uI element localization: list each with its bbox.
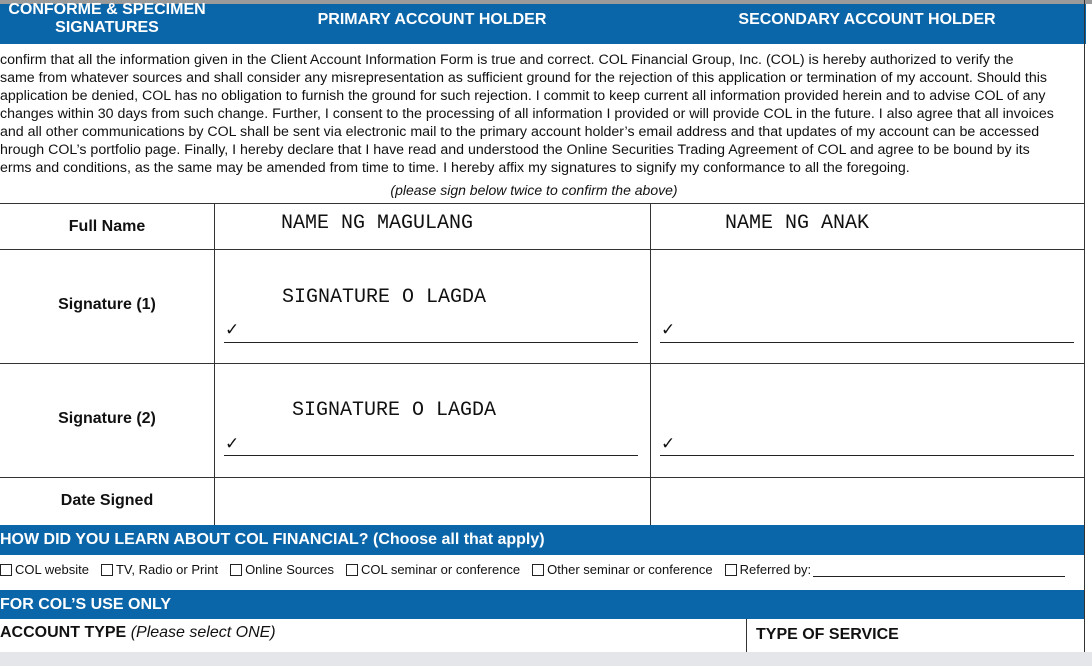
paragraph-line: and all other communications by COL shall be sent via electronic mail to the primary account holder’s email address and that updates of my account can be accessed: [0, 124, 1040, 140]
option-col-website[interactable]: [0, 562, 89, 577]
checkbox[interactable]: [725, 564, 737, 576]
divider: [650, 203, 651, 525]
account-type-label: [0, 624, 276, 642]
checkbox[interactable]: [0, 564, 12, 576]
divider: [214, 203, 215, 525]
primary-signature-2-field[interactable]: SIGNATURE O LAGDA: [292, 399, 497, 422]
paragraph-line: confirm that all the information given in the Client Account Information Form is true and correct. COL Financial Group, Inc. (COL) is hereby authorized to verify the: [0, 52, 1014, 68]
account-type-title: ACCOUNT TYPE: [0, 624, 127, 641]
learn-options: [0, 562, 1077, 577]
checkbox[interactable]: [230, 564, 242, 576]
option-referred-by[interactable]: [725, 562, 1066, 577]
option-tv-radio-print[interactable]: [101, 562, 218, 577]
option-other-seminar[interactable]: [532, 562, 712, 577]
signature-line: [224, 342, 638, 343]
paragraph-line: application be denied, COL has no obligation to furnish the ground for such rejection. I commit to keep current all information provided herein and to advise COL of any: [0, 88, 1046, 104]
divider: [0, 363, 1084, 364]
signature-line: [224, 455, 638, 456]
conforme-paragraph: [0, 51, 1084, 177]
bottom-strip: [0, 652, 1092, 666]
paragraph-line: erms and conditions, as the same may be amended from time to time. I hereby affix my signatures to signify my conformance to all the foregoing.: [0, 160, 910, 176]
checkbox[interactable]: [101, 564, 113, 576]
divider: [746, 619, 747, 652]
paragraph-line: same from whatever sources and shall consider any misrepresentation as sufficient ground for the rejection of this application or termination of my account. Should this: [0, 70, 1047, 86]
type-of-service-label: TYPE OF SERVICE: [756, 626, 899, 643]
paragraph-line: changes within 30 days from such change. Further, I consent to the processing of all information I provided or will provide COL in the future. I also agree that all invoices: [0, 106, 1054, 122]
divider: [1084, 0, 1085, 652]
option-label: Online Sources: [245, 562, 334, 577]
learn-section-header: HOW DID YOU LEARN ABOUT COL FINANCIAL? (Choose all that apply): [0, 525, 1084, 555]
primary-holder-heading: PRIMARY ACCOUNT HOLDER: [317, 11, 547, 28]
signature-2-label: Signature (2): [58, 410, 156, 427]
date-signed-label: Date Signed: [60, 492, 154, 509]
section-title-line2: SIGNATURES: [55, 19, 159, 36]
section-title: [0, 1, 214, 37]
secondary-holder-heading: SECONDARY ACCOUNT HOLDER: [738, 11, 996, 28]
option-label: COL seminar or conference: [360, 562, 521, 577]
option-online-sources[interactable]: [230, 562, 334, 577]
signature-line: [660, 342, 1074, 343]
referred-by-field[interactable]: [813, 563, 1065, 577]
divider: [0, 249, 1084, 250]
primary-signature-1-field[interactable]: SIGNATURE O LAGDA: [282, 286, 487, 309]
option-label: Referred by:: [739, 562, 812, 577]
col-use-header: FOR COL’S USE ONLY: [0, 590, 1084, 619]
check-icon: ✓: [661, 320, 676, 339]
primary-full-name-field[interactable]: NAME NG MAGULANG: [281, 212, 474, 235]
checkbox[interactable]: [346, 564, 358, 576]
check-icon: ✓: [225, 320, 240, 339]
divider: [0, 203, 1084, 204]
account-type-hint: (Please select ONE): [130, 624, 276, 641]
option-col-seminar[interactable]: [346, 562, 520, 577]
option-label: Other seminar or conference: [547, 562, 713, 577]
signature-line: [660, 455, 1074, 456]
primary-date-field[interactable]: [215, 478, 650, 525]
check-icon: ✓: [661, 434, 676, 453]
check-icon: ✓: [225, 434, 240, 453]
full-name-label: Full Name: [68, 218, 146, 235]
option-label: TV, Radio or Print: [115, 562, 219, 577]
paragraph-line: hrough COL’s portfolio page. Finally, I hereby declare that I have read and understood the Online Securities Trading Agreement of COL and agree to be bound by its: [0, 142, 1030, 158]
section-header: [0, 1, 1086, 44]
checkbox[interactable]: [532, 564, 544, 576]
section-title-line1: CONFORME & SPECIMEN: [8, 1, 206, 18]
option-label: COL website: [15, 562, 89, 577]
sign-note: (please sign below twice to confirm the above): [390, 182, 678, 198]
signature-1-label: Signature (1): [58, 296, 156, 313]
secondary-full-name-field[interactable]: NAME NG ANAK: [725, 212, 870, 235]
